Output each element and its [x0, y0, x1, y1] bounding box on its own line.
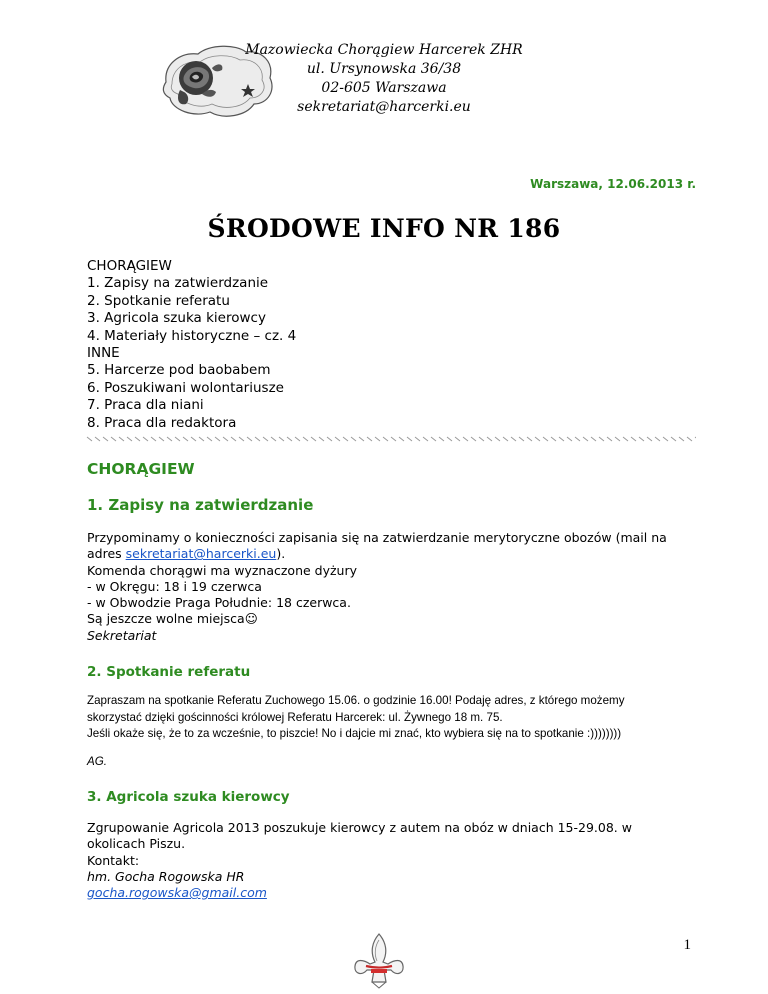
body-line: Zapraszam na spotkanie Referatu Zuchowego 15.06. o godzinie 16.00! Podaję adres, z którego możemy [87, 694, 625, 707]
body-line: Jeśli okaże się, że to za wcześnie, to piszcie! No i dajcie mi znać, kto wybiera się na to spotkanie :)))))))) [87, 727, 622, 740]
table-of-contents [87, 258, 296, 432]
toc-item: 1. Zapisy na zatwierdzanie [87, 275, 269, 292]
page-title: ŚRODOWE INFO NR 186 [207, 214, 561, 243]
toc-item: 8. Praca dla redaktora [87, 414, 237, 431]
body-line: - w Okręgu: 18 i 19 czerwca [87, 578, 262, 594]
section-heading-agricola: 3. Agricola szuka kierowcy [87, 789, 290, 805]
contact-name: hm. Gocha Rogowska HR [87, 868, 245, 884]
body-line: Są jeszcze wolne miejsca☺ [87, 611, 258, 627]
body-line [87, 546, 697, 562]
toc-item: INNE [87, 345, 120, 362]
toc-item: 4. Materiały historyczne – cz. 4 [87, 327, 297, 344]
toc-item: 2. Spotkanie referatu [87, 292, 230, 309]
body-line: Kontakt: [87, 852, 140, 868]
toc-item: CHORĄGIEW [87, 258, 172, 274]
section-body-agricola [87, 820, 697, 901]
toc-item: 3. Agricola szuka kierowcy [87, 310, 266, 327]
body-line: Zgrupowanie Agricola 2013 poszukuje kierowcy z autem na obóz w dniach 15-29.08. w [87, 820, 632, 835]
section-body-zapisy [87, 530, 697, 628]
toc-item: 6. Poszukiwani wolontariusze [87, 379, 284, 396]
body-line: - w Obwodzie Praga Południe: 18 czerwca. [87, 595, 351, 611]
document-date: Warszawa, 12.06.2013 r. [530, 177, 696, 191]
org-street: ul. Ursynowska 36/38 [306, 61, 462, 77]
body-line: skorzystać dzięki gościnności królowej Referatu Harcerek: ul. Żywnego 18 m. 75. [87, 710, 503, 724]
contact-email-link[interactable]: gocha.rogowska@gmail.com [87, 885, 267, 901]
fleur-de-lis-icon [350, 930, 408, 990]
toc-item: 7. Praca dla niani [87, 397, 204, 414]
signature-ag: AG. [87, 755, 107, 768]
section-body-spotkanie [87, 693, 697, 743]
org-email: sekretariat@harcerki.eu [297, 99, 471, 115]
toc-item: 5. Harcerze pod baobabem [87, 362, 271, 379]
body-line: okolicach Piszu. [87, 836, 186, 852]
page-number: 1 [683, 937, 691, 953]
body-text: ). [276, 546, 286, 562]
body-line: Komenda chorągwi ma wyznaczone dyżury [87, 562, 358, 578]
section-heading-choragiew: CHORĄGIEW [87, 460, 195, 478]
body-line: Przypominamy o konieczności zapisania się na zatwierdzanie merytoryczne obozów (mail na [87, 530, 667, 545]
sekretariat-email-link[interactable]: sekretariat@harcerki.eu [125, 546, 277, 562]
section-heading-spotkanie: 2. Spotkanie referatu [87, 664, 251, 680]
divider [86, 434, 696, 444]
contact-email-line [87, 885, 697, 901]
org-city: 02-605 Warszawa [321, 80, 447, 96]
signature-sekretariat: Sekretariat [87, 628, 157, 643]
section-heading-zapisy: 1. Zapisy na zatwierdzanie [87, 496, 314, 514]
org-name: Mazowiecka Chorągiew Harcerek ZHR [245, 42, 523, 58]
body-text: adres [87, 546, 126, 562]
